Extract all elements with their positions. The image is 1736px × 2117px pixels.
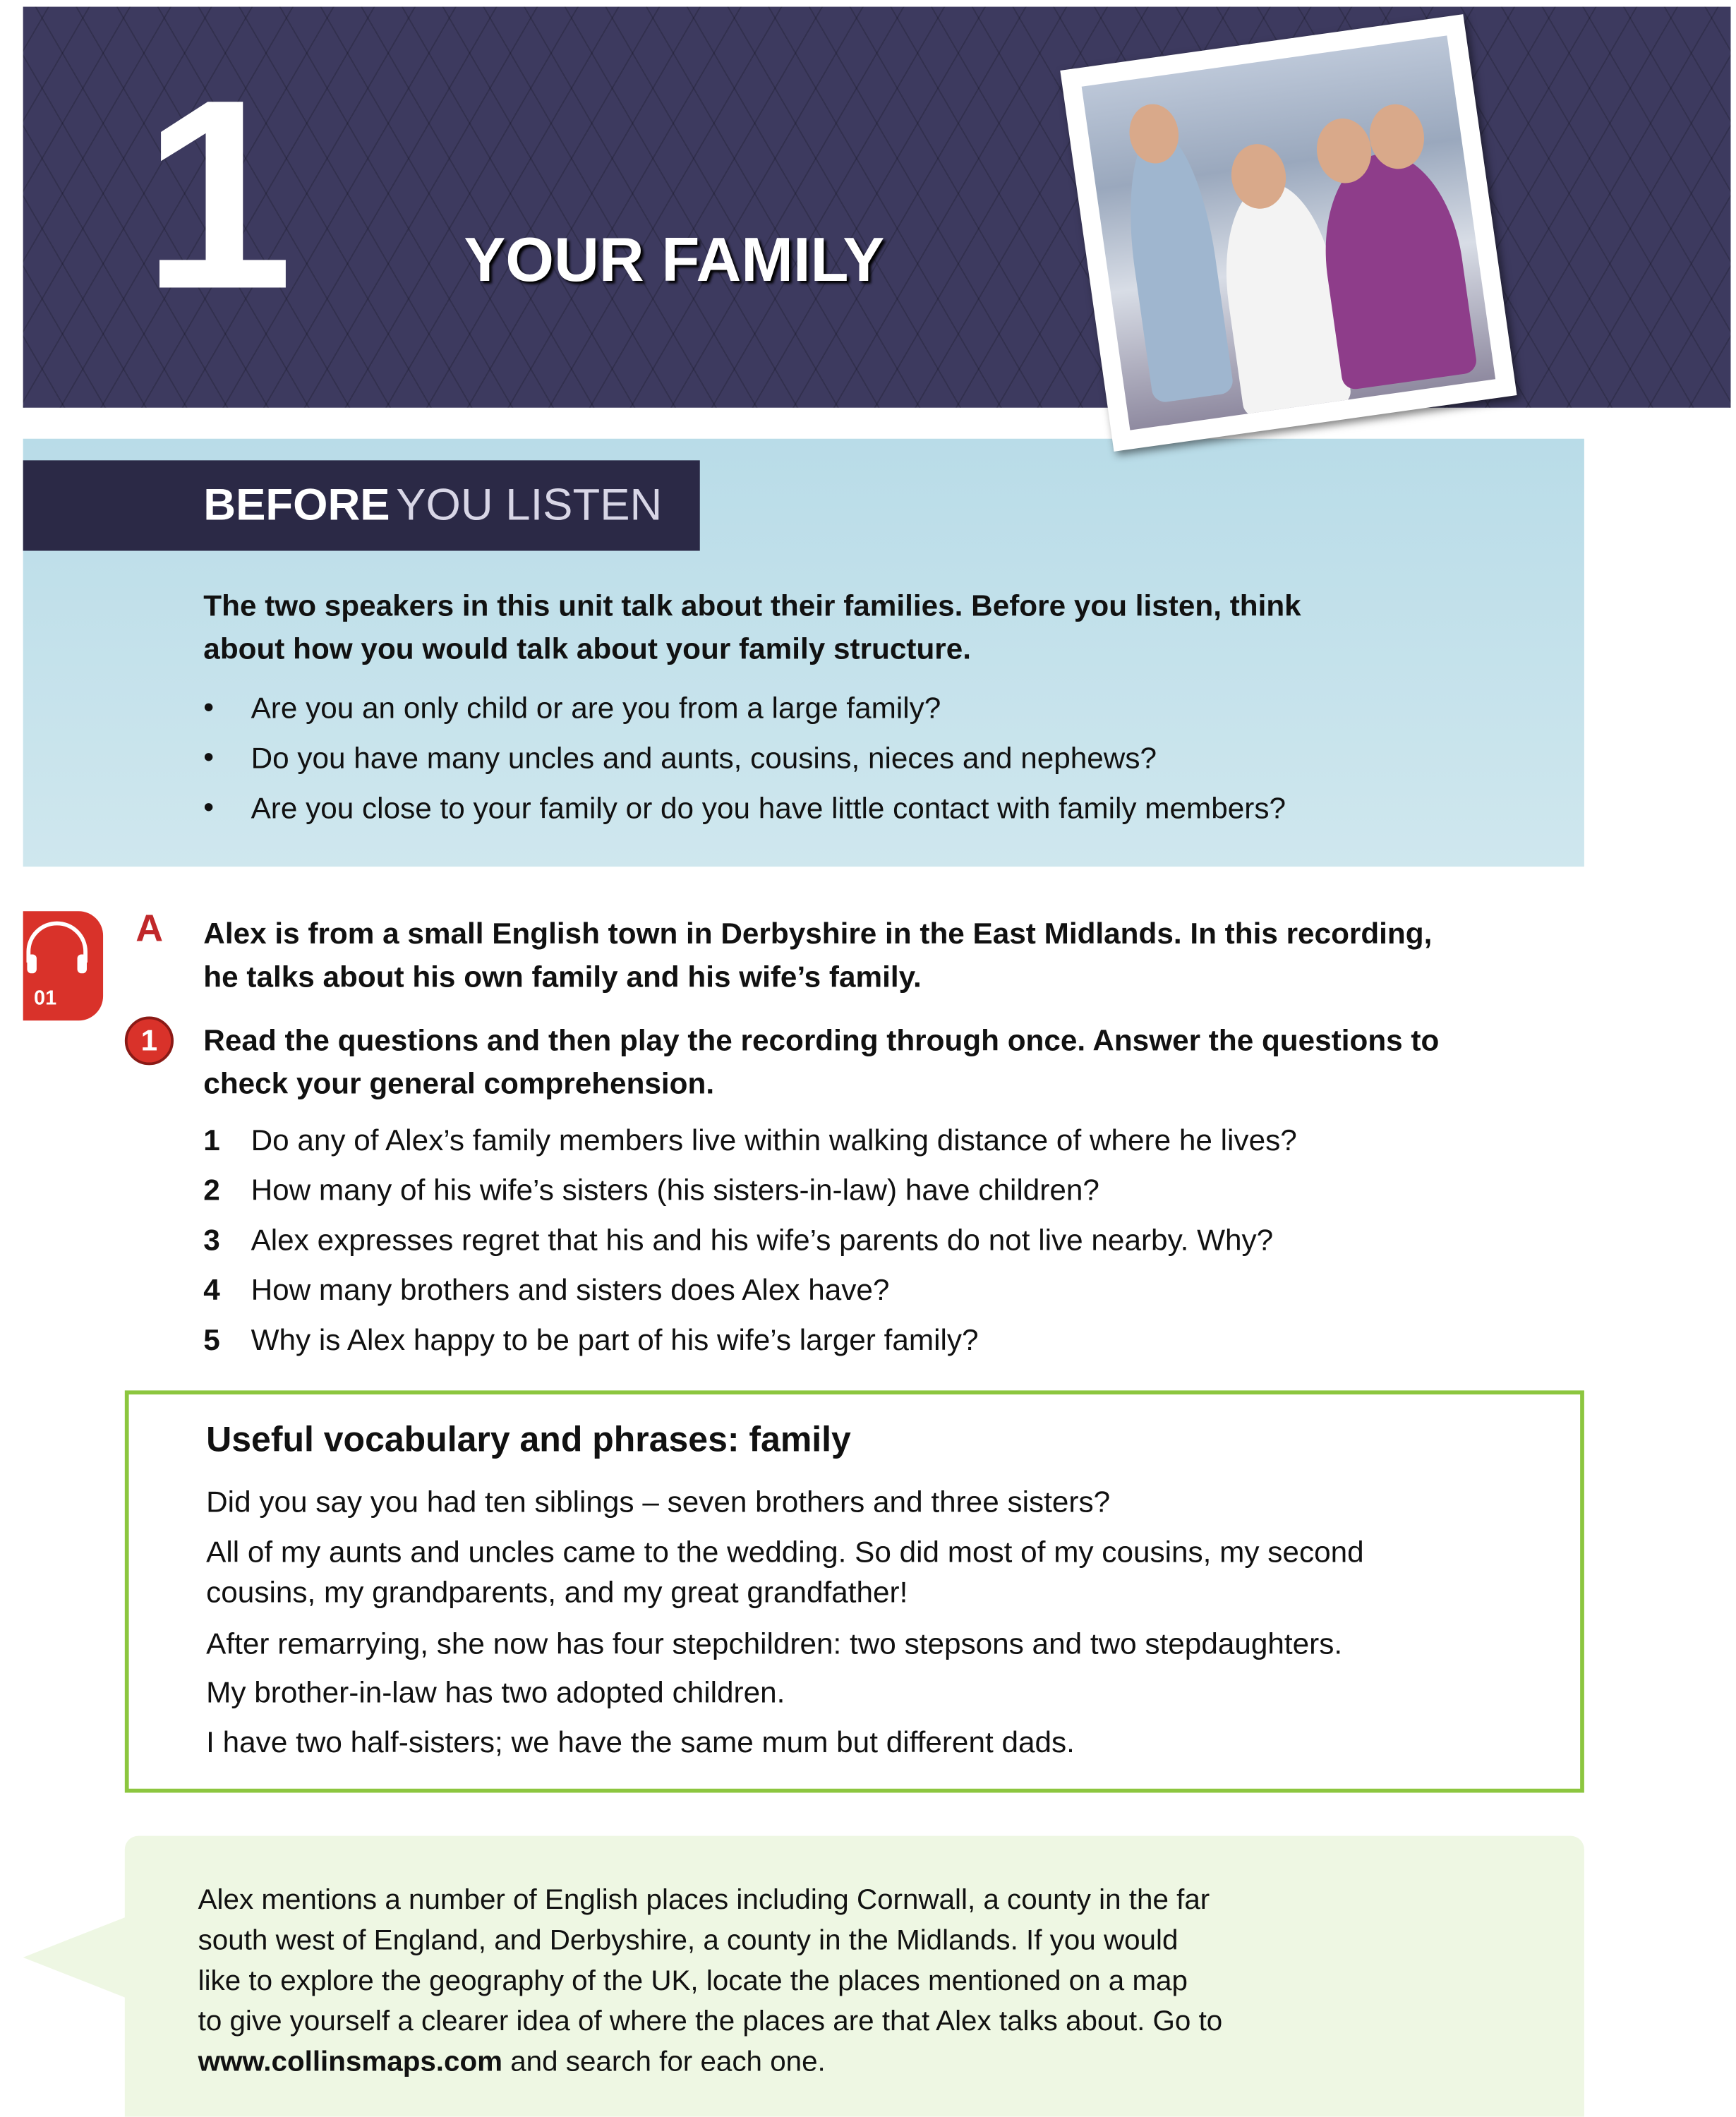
section-intro-2: he talks about his own family and his wife’s family. (203, 960, 922, 994)
family-photo (1060, 14, 1517, 452)
vocab-line: All of my aunts and uncles came to the wedding. So did most of my cousins, my second (206, 1535, 1364, 1569)
tip-line: to give yourself a clearer idea of where the places are that Alex talks about. Go to (198, 2006, 1223, 2037)
collinsmaps-link[interactable]: www.collinsmaps.com (198, 2046, 503, 2078)
track-number: 01 (34, 987, 57, 1010)
unit-title: YOUR FAMILY (464, 224, 885, 295)
question-number: 4 (203, 1272, 220, 1307)
question-text: Alex expresses regret that his and his wife’s parents do not live nearby. Why? (251, 1223, 1274, 1257)
section-letter: A (135, 907, 164, 949)
bullet-item: Do you have many uncles and aunts, cousins, nieces and nephews? (251, 741, 1157, 776)
question-number: 2 (203, 1173, 220, 1207)
tip-line: like to explore the geography of the UK, locate the places mentioned on a map (198, 1965, 1188, 1997)
question-text: How many brothers and sisters does Alex have? (251, 1272, 890, 1307)
vocabulary-title: Useful vocabulary and phrases: family (206, 1418, 851, 1459)
headphones-icon (23, 911, 103, 992)
section-intro-1: Alex is from a small English town in Derbyshire in the East Midlands. In this recording, (203, 916, 1433, 951)
bullet-item: Are you an only child or are you from a large family? (251, 691, 941, 725)
bullet-item: Are you close to your family or do you have little contact with family members? (251, 791, 1286, 825)
heading-light: YOU LISTEN (396, 479, 663, 529)
unit-number: 1 (142, 44, 288, 346)
vocab-line: My brother-in-law has two adopted children. (206, 1675, 785, 1709)
bullet-icon: • (203, 740, 215, 774)
instruction-line-2: check your general comprehension. (203, 1066, 715, 1101)
instruction-line-1: Read the questions and then play the recording through once. Answer the questions to (203, 1023, 1440, 1057)
question-number: 5 (203, 1322, 220, 1357)
intro-line-2: about how you would talk about your family structure. (203, 632, 972, 666)
question-text: Do any of Alex’s family members live within walking distance of where he lives? (251, 1123, 1297, 1157)
intro-line-1: The two speakers in this unit talk about their families. Before you listen, think (203, 589, 1301, 622)
question-text: How many of his wife’s sisters (his sisters-in-law) have children? (251, 1173, 1099, 1207)
before-you-listen-heading (23, 460, 700, 550)
bullet-icon: • (203, 689, 215, 724)
step-number-badge: 1 (125, 1016, 174, 1065)
tip-pointer (23, 1917, 126, 1998)
vocab-line: I have two half-sisters; we have the same mum but different dads. (206, 1725, 1075, 1759)
tip-line: Alex mentions a number of English places including Cornwall, a county in the far (198, 1884, 1210, 1916)
question-number: 3 (203, 1223, 220, 1257)
vocab-line: Did you say you had ten siblings – seven brothers and three sisters? (206, 1485, 1111, 1519)
audio-track-button[interactable] (23, 911, 103, 1020)
bullet-icon: • (203, 790, 215, 824)
tip-line-end: and search for each one. (502, 2046, 826, 2078)
tip-line: south west of England, and Derbyshire, a county in the Midlands. If you would (198, 1924, 1179, 1956)
heading-bold: BEFORE (203, 479, 390, 529)
question-number: 1 (203, 1123, 220, 1157)
question-text: Why is Alex happy to be part of his wife’s larger family? (251, 1322, 979, 1357)
vocab-line: After remarrying, she now has four stepchildren: two stepsons and two stepdaughters. (206, 1627, 1343, 1660)
vocab-line: cousins, my grandparents, and my great grandfather! (206, 1575, 908, 1610)
